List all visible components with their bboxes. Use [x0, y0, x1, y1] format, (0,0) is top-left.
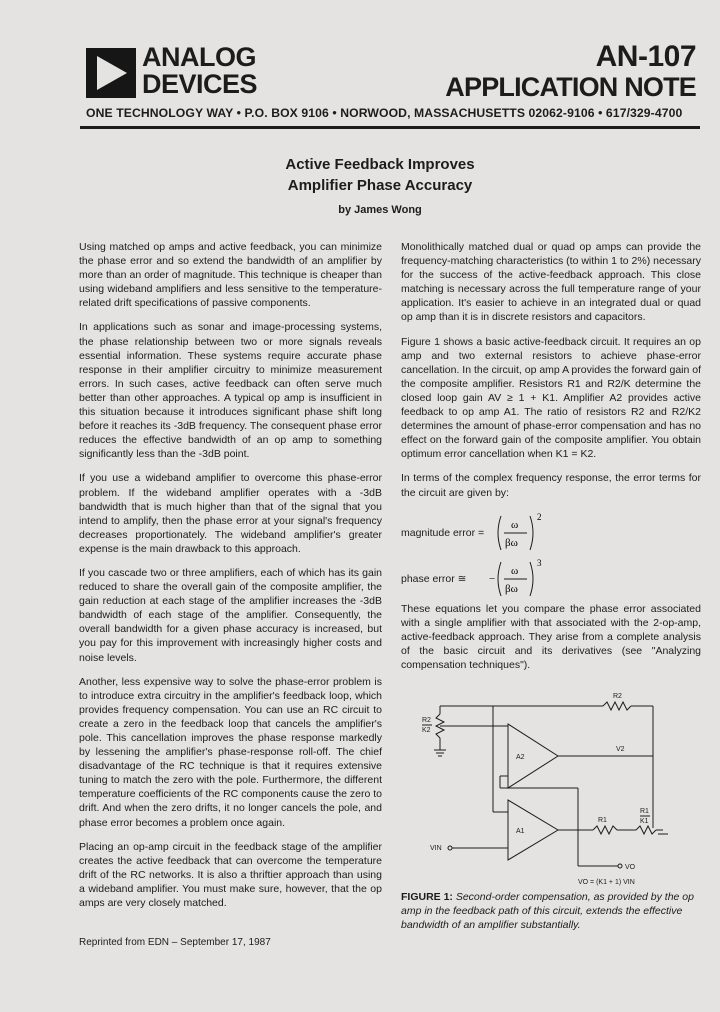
figure-caption — [401, 890, 701, 932]
company-address: ONE TECHNOLOGY WAY • P.O. BOX 9106 • NORWOOD, MASSACHUSETTS 02062-9106 • 617/329-4700 — [86, 106, 683, 120]
label-r2k2-num: R2 — [422, 717, 431, 724]
paragraph: Figure 1 shows a basic active-feedback circuit. It requires an op amp and two external resistors to achieve phase-error cancellation. In the circuit, op amp A provides the forward gain of the composite amplifier. Resistors R1 and R2/K determine the closed loop gain AV ≥ 1 + K1. Amplifier A2 provides active feedback to op amp A1. The ratio of resistors R2 and R2/K2 determines the amount of phase-error compensation and has no effect on the forward gain of the composite amplifier. You obtain optimum error cancellation when K1 = K2. — [401, 335, 702, 461]
eq2-numerator: ω — [511, 564, 519, 577]
eq1-paren-left — [498, 516, 501, 550]
paragraph: Using matched op amps and active feedback, you can minimize the phase error and so extend the bandwidth of an amplifier by more than an order of magnitude. This technique is cheaper than using wideband amplifiers and less sensitive to the temperature-related drift specifications of passive components. — [79, 241, 382, 310]
label-a1: A1 — [516, 828, 525, 835]
resistor-r2-symbol — [603, 702, 631, 710]
logo-triangle-icon — [86, 48, 136, 98]
eq1-exponent: 2 — [537, 511, 542, 522]
paragraph: These equations let you compare the phase error associated with a single amplifier with that associated with the 2-op-amp, active-feedback approach. They arise from a complete analysis of the basic circuit and its derivatives (see "Analyzing compensation techniques"). — [401, 602, 701, 671]
company-name-line1: ANALOG — [142, 42, 256, 72]
note-type: APPLICATION NOTE — [445, 72, 696, 102]
company-name-line2: DEVICES — [142, 69, 258, 99]
eq2-paren-right — [530, 562, 533, 596]
input-terminal — [448, 846, 452, 850]
eq2-exponent: 3 — [537, 557, 542, 568]
label-vo: VO — [625, 864, 636, 871]
circuit-diagram — [418, 688, 682, 888]
eq1-denominator: βω — [505, 536, 518, 549]
label-v2: V2 — [616, 746, 625, 753]
phase-error-equation — [401, 556, 701, 602]
eq1-numerator: ω — [511, 518, 519, 531]
magnitude-error-label: magnitude error = — [401, 526, 485, 539]
paragraph: In applications such as sonar and image-processing systems, the phase relationship between two or more signals reveals essential information. These systems require accurate phase response in their amplifier circuitry to minimize measurement errors. In such cases, active feedback can often serve much better than other approaches. A typical op amp is insufficient in this situation because it introduces significant phase shift long before it reaches its -3dB frequency. The consequent phase error reduces the effective bandwidth of an op amp to something significantly less than the -3dB point. — [79, 321, 382, 461]
company-name — [142, 44, 257, 98]
eq2-paren-left — [498, 562, 501, 596]
label-a2: A2 — [516, 754, 525, 761]
eq2-denominator: βω — [505, 582, 518, 595]
note-code: AN-107 — [595, 40, 696, 73]
left-column — [79, 240, 382, 920]
resistor-r1-symbol — [593, 826, 617, 834]
label-r2: R2 — [613, 693, 622, 700]
label-vin: VIN — [430, 845, 442, 852]
paragraph: If you use a wideband amplifier to overcome this phase-error problem. If the wideband amplifier operates with a -3dB bandwidth that is much higher than that of the signal that you intend to amplify, then the phase error at your signal's frequency decreases proportionately. The wideband amplifier's greater expense is the main drawback to this approach. — [79, 472, 382, 555]
eq1-paren-right — [530, 516, 533, 550]
phase-error-label: phase error ≅ — [401, 572, 467, 585]
label-r1: R1 — [598, 817, 607, 824]
paragraph: In terms of the complex frequency response, the error terms for the circuit are given by: — [401, 472, 701, 499]
magnitude-error-equation — [401, 510, 701, 556]
article-title — [210, 154, 550, 196]
title-line1: Active Feedback Improves — [285, 156, 475, 173]
article-author: by James Wong — [338, 204, 422, 216]
analog-devices-logo — [86, 44, 264, 100]
label-r1k1-num: R1 — [640, 808, 649, 815]
caption-label: FIGURE 1: — [401, 891, 453, 903]
label-vo-equation: VO = (K1 + 1) VIN — [578, 879, 635, 886]
eq2-sign: − — [489, 572, 496, 585]
paragraph: Another, less expensive way to solve the phase-error problem is to introduce extra circuitry in the amplifier's feedback loop, which provides frequency compensation. You can use an RC circuit to create a zero in the feedback loop that cancels the amplifier's pole. This cancellation improves the phase response markedly by lessening the amplifier's phase-response roll-off. The chief disadvantage of the RC technique is that it requires extensive tuning to match the zero with the pole. Furthermore, the different temperature coefficients of the RC components cause the zero to drift. And when the zero drifts, it no longer cancels the pole, and phase error becomes a problem once again. — [79, 675, 382, 829]
caption-text: Second-order compensation, as provided by the op amp in the feedback path of this circuit, extends the effective bandwidth of an amplifier substantially. — [401, 891, 694, 931]
header-rule — [80, 126, 700, 129]
paragraph: Monolithically matched dual or quad op amps can provide the frequency-matching characteristics (to within 1 to 2%) necessary for the success of the active-feedback approach. This close matching is necessary across the full temperature range of your application. It's easier to achieve in an integrated dual or quad op amp than it is in discrete resistors and capacitors. — [401, 241, 701, 324]
paragraph: Placing an op-amp circuit in the feedback stage of the amplifier creates the active feedback that can overcome the temperature drift of the RC networks. It is also a thriftier approach than using a wideband amplifier. You must make sure, however, that the op amps are very closely matched. — [79, 840, 382, 910]
title-line2: Amplifier Phase Accuracy — [287, 177, 473, 194]
reprint-note: Reprinted from EDN – September 17, 1987 — [79, 937, 271, 948]
label-r2k2-den: K2 — [422, 727, 431, 734]
paragraph: If you cascade two or three amplifiers, each of which has its gain reduced to share the overall gain of the composite amplifier, the gain reduction at each stage of the amplifier increases the -3dB bandwidth of each stage of the amplifier. Consequently, the overall bandwidth for a given phase accuracy is increased, but you pay for this improvement with increasingly higher costs and noise levels. — [79, 566, 382, 664]
label-r1k1-den: K1 — [640, 818, 649, 825]
output-terminal — [618, 864, 622, 868]
right-column — [401, 240, 701, 682]
